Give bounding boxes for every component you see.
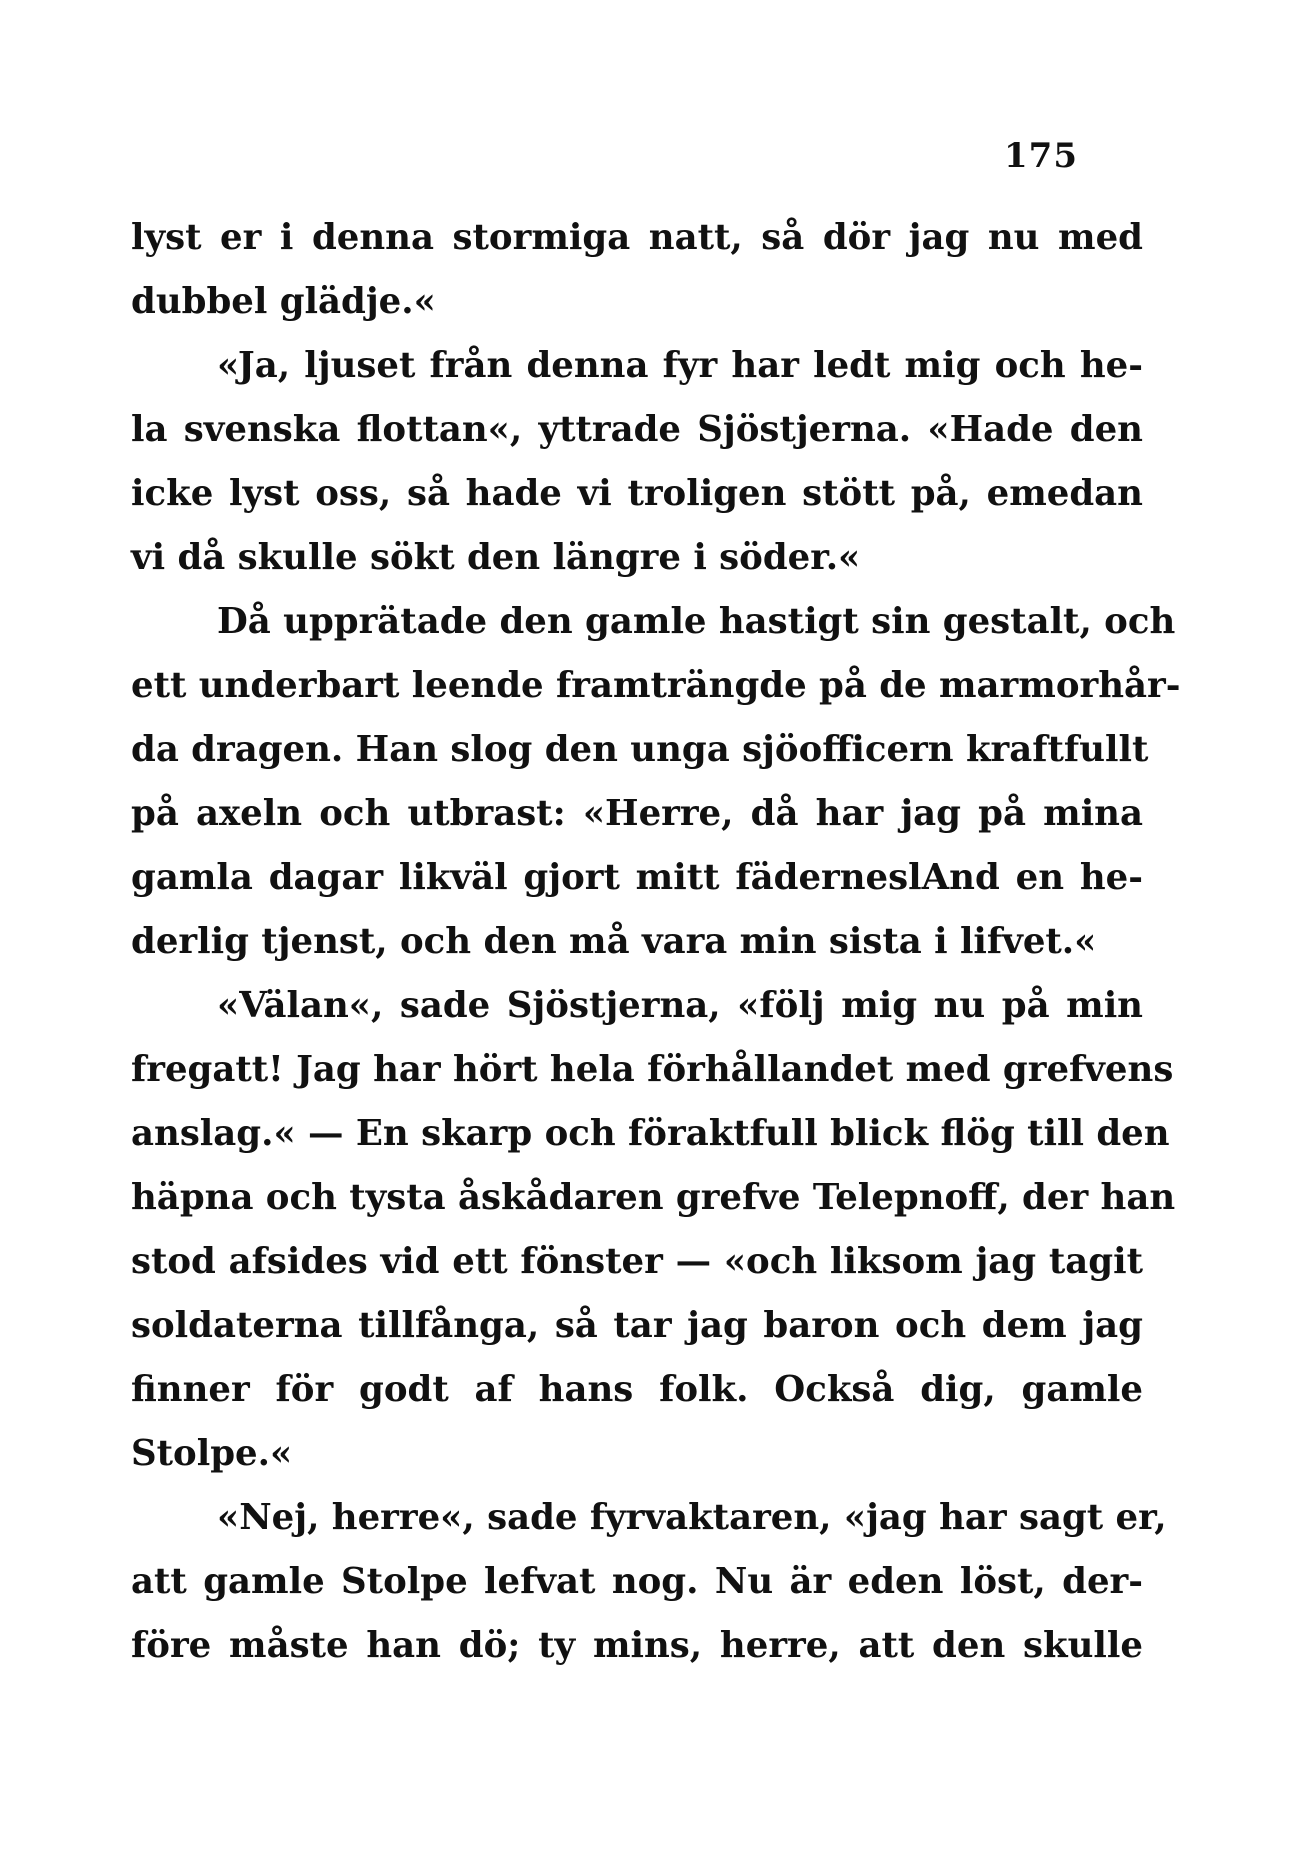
- text-line: soldaterna tillfånga, så tar jag baron och dem jag: [131, 1305, 1143, 1346]
- text-line: derlig tjenst, och den må vara min sista i lifvet.«: [131, 921, 1097, 962]
- text-line: Stolpe.«: [131, 1433, 293, 1474]
- text-line: «Ja, ljuset från denna fyr har ledt mig och he-: [217, 345, 1143, 386]
- text-line: fregatt! Jag har hört hela förhållandet med grefvens: [131, 1049, 1174, 1090]
- text-line: «Välan«, sade Sjöstjerna, «följ mig nu på min: [217, 985, 1143, 1026]
- body-text: [131, 206, 1181, 1678]
- text-line: ett underbart leende framträngde på de marmorhår-: [131, 665, 1181, 706]
- text-line: anslag.« — En skarp och föraktfull blick flög till den: [131, 1113, 1170, 1154]
- text-line: dubbel glädje.«: [131, 281, 436, 322]
- text-line: «Nej, herre«, sade fyrvaktaren, «jag har sagt er,: [217, 1497, 1167, 1538]
- text-line: Då upprätade den gamle hastigt sin gestalt, och: [217, 601, 1176, 642]
- text-line: finner för godt af hans folk. Också dig, gamle: [131, 1369, 1143, 1410]
- text-line: stod afsides vid ett fönster — «och liksom jag tagit: [131, 1241, 1143, 1282]
- text-line: häpna och tysta åskådaren grefve Telepnoff, der han: [131, 1177, 1176, 1218]
- text-line: la svenska flottan«, yttrade Sjöstjerna. «Hade den: [131, 409, 1143, 450]
- text-line: att gamle Stolpe lefvat nog. Nu är eden löst, der-: [131, 1561, 1143, 1602]
- text-line: gamla dagar likväl gjort mitt fäderneslAnd en he-: [131, 857, 1143, 898]
- text-line: da dragen. Han slog den unga sjöofficern kraftfullt: [131, 729, 1149, 770]
- text-line: icke lyst oss, så hade vi troligen stött på, emedan: [131, 473, 1143, 514]
- page-number: 175: [1004, 136, 1078, 176]
- text-line: vi då skulle sökt den längre i söder.«: [131, 537, 861, 578]
- text-line: före måste han dö; ty mins, herre, att den skulle: [131, 1625, 1143, 1666]
- text-line: lyst er i denna stormiga natt, så dör jag nu med: [131, 217, 1143, 258]
- text-line: på axeln och utbrast: «Herre, då har jag på mina: [131, 793, 1143, 834]
